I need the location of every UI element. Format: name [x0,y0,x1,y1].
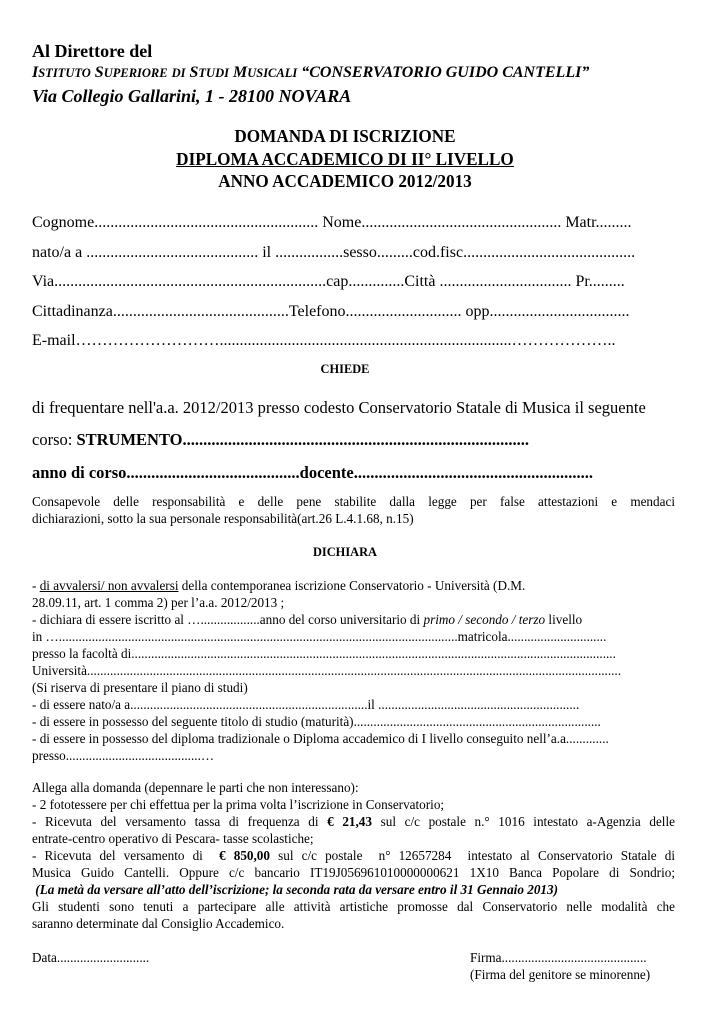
institute-word-1: ISTITUTO [32,64,91,81]
signature-note: (Firma del genitore se minorenne) [470,967,651,982]
dichiara-line-5: presso la facoltà di................................................................................................................................................... [32,646,616,661]
consapevole-line-1: Consapevole delle responsabilità e delle pene stabilite dalla legge per false attestazioni e mendaci [32,494,675,509]
dichiara-line-2: 28.09.11, art. 1 comma 2) per l’a.a. 2012/2013 ; [32,595,285,610]
dichiara-line-6: Università.................................................................................................................................................................. [32,663,622,678]
form-title: DOMANDA DI ISCRIZIONE [234,126,456,146]
payment-note: (La metà da versare all’atto dell’iscrizione; la seconda rata da versare entro il 31 Gennaio 2013) [32,882,558,897]
anno-docente-line: anno di corso..........................................docente.......................................................... [32,463,593,482]
institute-name: “CONSERVATORIO GUIDO CANTELLI” [301,64,590,81]
institute-word-2: SUPERIORE [94,64,168,81]
field-row-address: Via....................................................................cap..............Città ................................. Pr......... [32,273,625,290]
corso-line: corso: STRUMENTO.................................................................................... [32,430,530,449]
institute-word-3: DI [171,66,186,80]
institute-word-4: STUDI [189,64,229,81]
dichiara-line-3: - dichiara di essere iscritto al …..................anno del corso universitario di primo / secondo / terzo livello [32,612,583,627]
allega-item-3: - Ricevuta del versamento di € 850,00 sul c/c postale n° 12657284 intestato al Conservatorio Statale di [32,848,676,863]
chiede-text: di frequentare nell'a.a. 2012/2013 presso codesto Conservatorio Statale di Musica il seguente [32,398,646,417]
allega-intro: Allega alla domanda (depennare le parti che non interessano): [32,780,359,795]
field-row-email: E-mail……………………….........................................................................……………….. [32,332,616,349]
chiede-heading: CHIEDE [320,361,370,376]
allega-item-3-cont: Musica Guido Cantelli. Oppure c/c bancario IT19J056961010000000621 1X10 Banca Popolare di Sondrio; [32,865,675,880]
students-line-2: saranno determinate dal Consiglio Accademico. [32,916,285,931]
dichiara-line-4: in ….........................................................................................................................matricola.............................. [32,629,607,644]
field-row-birth: nato/a a ........................................... il .................sesso.........cod.fisc........................................... [32,244,636,261]
students-line-1: Gli studenti sono tenuti a partecipare alle attività artistiche promosse dal Conservatorio nelle modalità che [32,899,675,914]
form-subtitle: DIPLOMA ACCADEMICO DI II° LIVELLO [176,149,514,169]
academic-year-title: ANNO ACCADEMICO 2012/2013 [218,171,472,191]
institute-word-5: MUSICALI [232,64,298,81]
dichiara-line-7: (Si riserva di presentare il piano di studi) [32,680,248,695]
institute-address: Via Collegio Gallarini, 1 - 28100 NOVARA [32,86,352,106]
dichiara-line-10: - di essere in possesso del diploma tradizionale o Diploma accademico di I livello conseguito nell’a.a............. [32,731,609,746]
dichiara-line-8: - di essere nato/a a........................................................................il ............................................................. [32,697,580,712]
dichiara-line-1: - di avvalersi/ non avvalersi della contemporanea iscrizione Conservatorio - Università (D.M. [32,578,526,593]
recipient-line: Al Direttore del [32,41,153,61]
date-field: Data............................ [32,950,150,965]
dichiara-line-11: presso.........................................… [32,748,215,763]
allega-item-1: - 2 fototessere per chi effettua per la prima volta l’iscrizione in Conservatorio; [32,797,445,812]
dichiara-heading: DICHIARA [312,544,377,559]
signature-field: Firma............................................ [470,950,647,965]
allega-item-2-cont: entrate-centro operativo di Pescara- tasse scolastiche; [32,831,314,846]
institute-line [32,64,589,82]
field-row-name: Cognome........................................................ Nome.................................................. Matr......... [32,214,632,231]
field-row-citizenship: Cittadinanza............................................Telefono............................. opp................................... [32,303,630,320]
dichiara-line-9: - di essere in possesso del seguente titolo di studio (maturità)........................................................................... [32,714,601,729]
allega-item-2: - Ricevuta del versamento tassa di frequenza di € 21,43 sul c/c postale n.° 1016 intestato a-Agenzia delle [32,814,675,829]
consapevole-line-2: dichiarazioni, sotto la sua personale responsabilità(art.26 L.4.1.68, n.15) [32,511,414,526]
